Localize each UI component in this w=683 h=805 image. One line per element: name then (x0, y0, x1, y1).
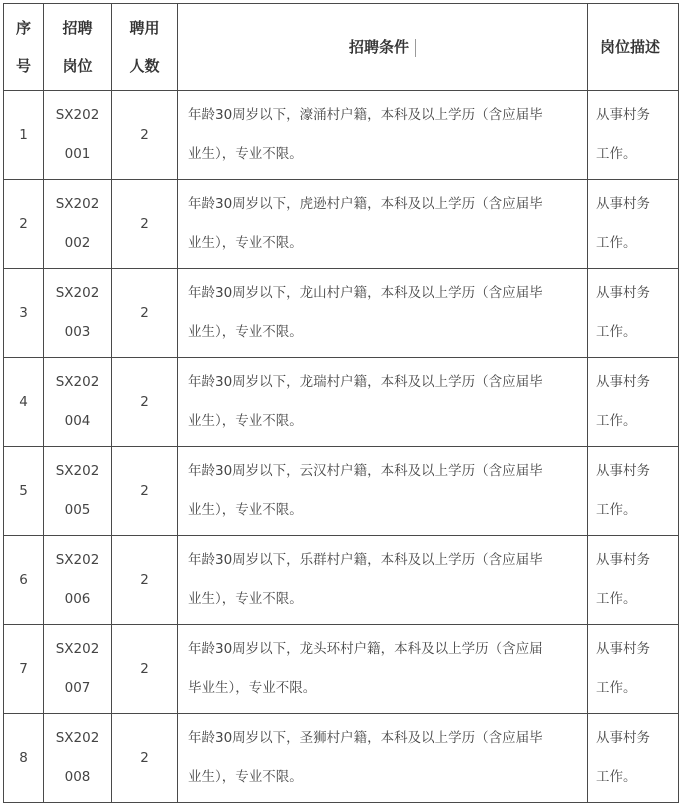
row-count-value: 2 (140, 660, 149, 677)
row-description-line1: 从事村务 (596, 196, 650, 212)
table-row (4, 91, 679, 180)
row-conditions-line2: 业生），专业不限。 (188, 591, 303, 607)
row-count-value: 2 (140, 749, 149, 766)
row-description-line2: 工作。 (596, 324, 637, 340)
row-conditions (178, 358, 588, 447)
row-conditions-line2: 业生），专业不限。 (188, 502, 303, 518)
row-position-code-line1: SX202 (55, 374, 100, 390)
row-position-code-line2: 006 (64, 591, 91, 607)
row-index (4, 447, 44, 536)
header-description-label: 岗位描述 (600, 38, 661, 56)
row-conditions-line1: 年龄30周岁以下，濠涌村户籍，本科及以上学历（含应届毕 (188, 107, 543, 123)
row-description-line2: 工作。 (596, 680, 637, 696)
row-position-code-line1: SX202 (55, 552, 100, 568)
row-description-line2: 工作。 (596, 413, 637, 429)
row-description-line2: 工作。 (596, 146, 637, 162)
row-description-line1: 从事村务 (596, 374, 650, 390)
row-count (112, 269, 178, 358)
row-position-code (44, 447, 112, 536)
row-conditions-line1: 年龄30周岁以下，云汉村户籍，本科及以上学历（含应届毕 (188, 463, 543, 479)
row-description (588, 625, 679, 714)
table-row (4, 269, 679, 358)
row-description-line2: 工作。 (596, 769, 637, 785)
row-count (112, 714, 178, 803)
row-position-code (44, 536, 112, 625)
row-description-line2: 工作。 (596, 235, 637, 251)
table-row (4, 358, 679, 447)
row-index-value: 2 (19, 215, 28, 232)
row-conditions (178, 180, 588, 269)
row-count-value: 2 (140, 482, 149, 499)
row-count-value: 2 (140, 571, 149, 588)
row-conditions-line1: 年龄30周岁以下，龙山村户籍，本科及以上学历（含应届毕 (188, 285, 543, 301)
row-conditions-line1: 年龄30周岁以下，龙头环村户籍，本科及以上学历（含应届 (188, 641, 543, 657)
row-description-line1: 从事村务 (596, 285, 650, 301)
header-index-line1: 序 (15, 19, 31, 37)
row-count-value: 2 (140, 215, 149, 232)
row-position-code-line2: 001 (64, 146, 91, 162)
row-description-line1: 从事村务 (596, 641, 650, 657)
row-conditions-line2: 业生），专业不限。 (188, 146, 303, 162)
table-row (4, 536, 679, 625)
row-description (588, 91, 679, 180)
row-index (4, 714, 44, 803)
row-description-line1: 从事村务 (596, 463, 650, 479)
row-position-code-line2: 005 (64, 502, 91, 518)
header-conditions-label: 招聘条件 (348, 38, 409, 56)
row-conditions-line1: 年龄30周岁以下，虎逊村户籍，本科及以上学历（含应届毕 (188, 196, 543, 212)
header-count-line2: 人数 (129, 57, 160, 75)
table-row (4, 625, 679, 714)
row-position-code (44, 358, 112, 447)
row-position-code (44, 91, 112, 180)
row-position-code (44, 269, 112, 358)
row-description (588, 447, 679, 536)
row-position-code-line2: 002 (64, 235, 91, 251)
header-row (4, 4, 679, 91)
text-cursor-divider (415, 39, 416, 57)
header-index-line2: 号 (15, 57, 31, 75)
row-count-value: 2 (140, 126, 149, 143)
row-position-code-line1: SX202 (55, 463, 100, 479)
row-conditions (178, 269, 588, 358)
row-count (112, 447, 178, 536)
row-index (4, 180, 44, 269)
header-count-line1: 聘用 (129, 19, 160, 37)
row-index-value: 4 (19, 393, 28, 410)
row-conditions (178, 447, 588, 536)
row-conditions (178, 625, 588, 714)
row-position-code (44, 714, 112, 803)
row-position-code (44, 180, 112, 269)
row-index-value: 1 (19, 126, 28, 143)
row-description (588, 269, 679, 358)
header-conditions (178, 4, 588, 91)
row-position-code-line2: 008 (64, 769, 91, 785)
row-position-code-line1: SX202 (55, 196, 100, 212)
row-conditions-line2: 业生），专业不限。 (188, 413, 303, 429)
row-conditions-line1: 年龄30周岁以下，龙瑞村户籍，本科及以上学历（含应届毕 (188, 374, 543, 390)
row-index-value: 8 (19, 749, 28, 766)
row-index-value: 5 (19, 482, 28, 499)
row-count (112, 180, 178, 269)
row-index-value: 7 (19, 660, 28, 677)
row-position-code-line2: 003 (64, 324, 91, 340)
row-position-code-line1: SX202 (55, 641, 100, 657)
row-description (588, 714, 679, 803)
row-description-line1: 从事村务 (596, 552, 650, 568)
row-position-code-line1: SX202 (55, 107, 100, 123)
row-position-code (44, 625, 112, 714)
row-position-code-line2: 007 (64, 680, 91, 696)
recruitment-table (3, 3, 679, 803)
row-description (588, 536, 679, 625)
row-index-value: 3 (19, 304, 28, 321)
row-conditions-line2: 业生），专业不限。 (188, 235, 303, 251)
row-count (112, 91, 178, 180)
row-description-line2: 工作。 (596, 502, 637, 518)
row-position-code-line1: SX202 (55, 730, 100, 746)
row-count (112, 536, 178, 625)
table-row (4, 180, 679, 269)
table-body (4, 91, 679, 803)
row-conditions-line1: 年龄30周岁以下，圣狮村户籍，本科及以上学历（含应届毕 (188, 730, 543, 746)
row-count-value: 2 (140, 304, 149, 321)
row-index (4, 269, 44, 358)
header-index (4, 4, 44, 91)
header-count (112, 4, 178, 91)
row-description-line1: 从事村务 (596, 107, 650, 123)
row-conditions-line2: 毕业生），专业不限。 (188, 680, 317, 696)
row-description-line2: 工作。 (596, 591, 637, 607)
table-row (4, 714, 679, 803)
header-position-line1: 招聘 (62, 19, 93, 37)
row-count-value: 2 (140, 393, 149, 410)
row-conditions (178, 714, 588, 803)
row-index (4, 358, 44, 447)
row-description (588, 358, 679, 447)
row-conditions (178, 91, 588, 180)
row-position-code-line2: 004 (64, 413, 91, 429)
header-position (44, 4, 112, 91)
row-index-value: 6 (19, 571, 28, 588)
row-description (588, 180, 679, 269)
table-row (4, 447, 679, 536)
row-index (4, 625, 44, 714)
row-count (112, 358, 178, 447)
row-conditions (178, 536, 588, 625)
row-count (112, 625, 178, 714)
row-conditions-line1: 年龄30周岁以下，乐群村户籍，本科及以上学历（含应届毕 (188, 552, 543, 568)
header-description (588, 4, 679, 91)
row-conditions-line2: 业生），专业不限。 (188, 324, 303, 340)
row-index (4, 536, 44, 625)
row-position-code-line1: SX202 (55, 285, 100, 301)
row-conditions-line2: 业生），专业不限。 (188, 769, 303, 785)
header-position-line2: 岗位 (62, 57, 93, 75)
row-index (4, 91, 44, 180)
row-description-line1: 从事村务 (596, 730, 650, 746)
